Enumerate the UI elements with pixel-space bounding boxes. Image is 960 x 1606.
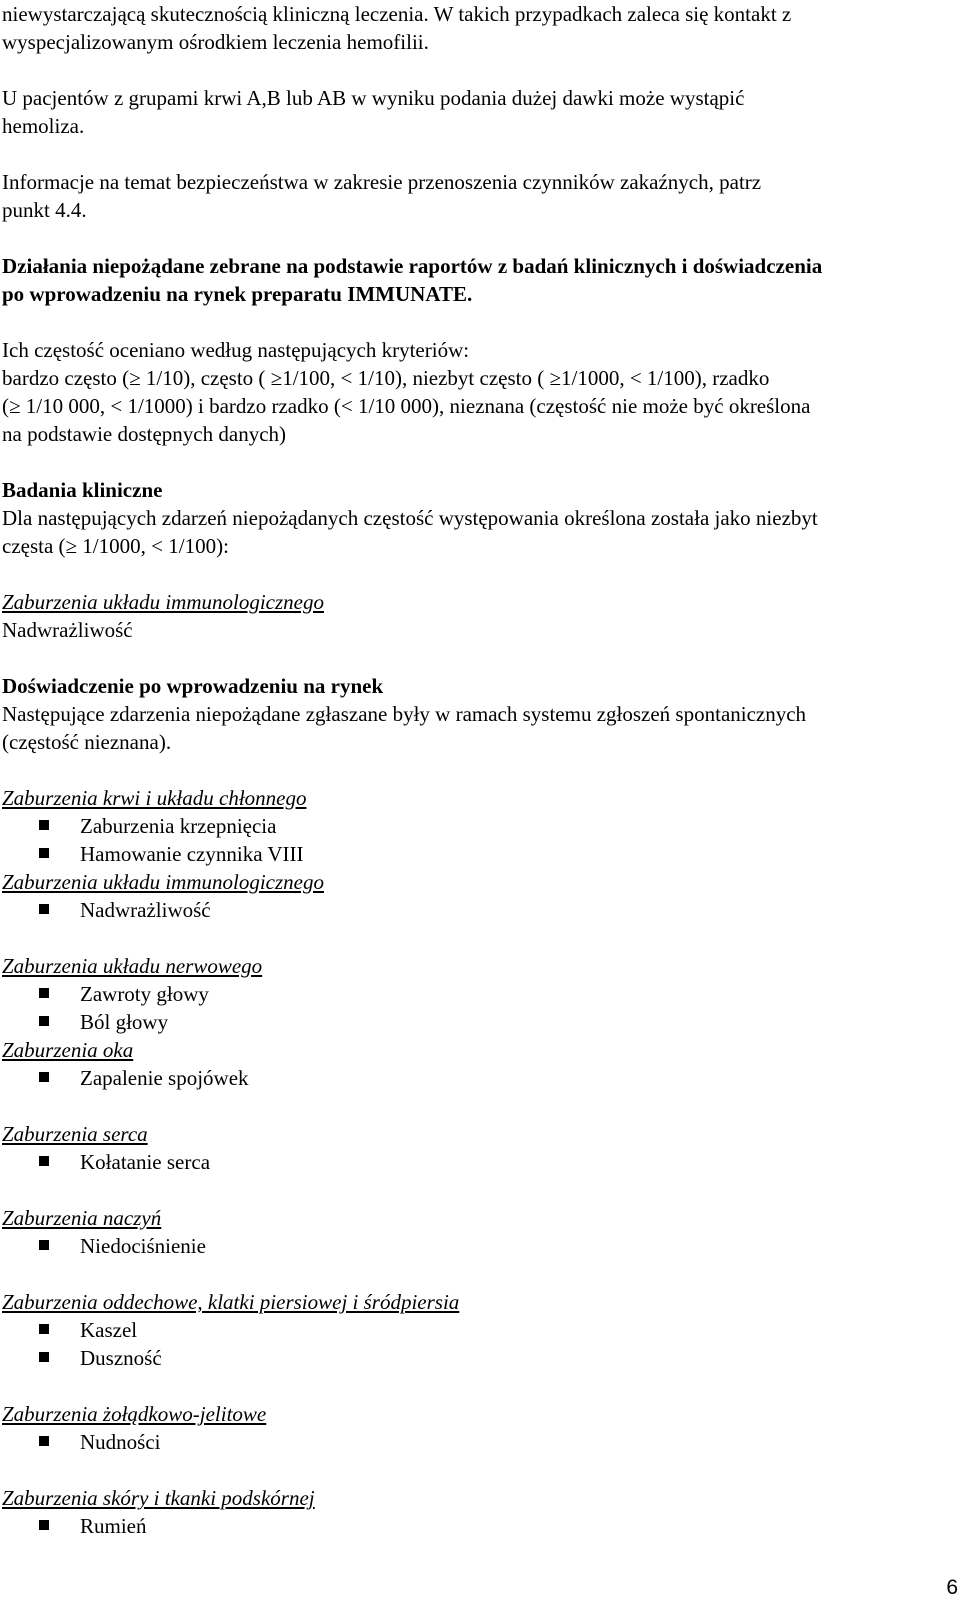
list-item: Duszność (2, 1344, 958, 1372)
section-heading-line-1: Działania niepożądane zebrane na podstawie raportów z badań klinicznych i doświadczenia (2, 254, 823, 278)
list-item: Niedociśnienie (2, 1232, 958, 1260)
category-respiratory-list (2, 1316, 958, 1372)
list-item: Zaburzenia krzepnięcia (2, 812, 958, 840)
frequency-line-1: Ich częstość oceniano według następujących kryteriów: (2, 338, 470, 362)
square-bullet-icon (39, 1156, 49, 1166)
clinical-trials-line-1: Dla następujących zdarzeń niepożądanych częstość występowania określona została jako niezbyt (2, 506, 818, 530)
section-heading-line-2: po wprowadzeniu na rynek preparatu IMMUNATE. (2, 282, 473, 306)
list-item: Nudności (2, 1428, 958, 1456)
document-page (2, 0, 958, 1540)
category-skin-list (2, 1512, 958, 1540)
intro-paragraph-1-line-1: niewystarczającą skutecznością kliniczną leczenia. W takich przypadkach zaleca się kontakt z (2, 2, 792, 26)
intro-paragraph-3-line-1: Informacje na temat bezpieczeństwa w zakresie przenoszenia czynników zakaźnych, patrz (2, 170, 762, 194)
intro-paragraph-2-line-1: U pacjentów z grupami krwi A,B lub AB w wyniku podania dużej dawki może wystąpić (2, 86, 745, 110)
list-item: Kaszel (2, 1316, 958, 1344)
list-item: Zawroty głowy (2, 980, 958, 1008)
square-bullet-icon (39, 1352, 49, 1362)
clinical-item: Nadwrażliwość (2, 618, 133, 642)
intro-paragraph-2-line-2: hemoliza. (2, 114, 85, 138)
list-item: Hamowanie czynnika VIII (2, 840, 958, 868)
list-item: Kołatanie serca (2, 1148, 958, 1176)
category-skin: Zaburzenia skóry i tkanki podskórnej (2, 1486, 315, 1510)
category-vascular: Zaburzenia naczyń (2, 1206, 162, 1230)
category-respiratory: Zaburzenia oddechowe, klatki piersiowej i śródpiersia (2, 1290, 460, 1314)
postmarketing-line-2: (częstość nieznana). (2, 730, 172, 754)
intro-paragraph-1-line-2: wyspecjalizowanym ośrodkiem leczenia hemofilii. (2, 30, 429, 54)
square-bullet-icon (39, 1016, 49, 1026)
square-bullet-icon (39, 988, 49, 998)
category-eye-list (2, 1064, 958, 1092)
category-heart: Zaburzenia serca (2, 1122, 148, 1146)
category-gastrointestinal: Zaburzenia żołądkowo-jelitowe (2, 1402, 267, 1426)
clinical-trials-line-2: częsta (≥ 1/1000, < 1/100): (2, 534, 229, 558)
list-item: Nadwrażliwość (2, 896, 958, 924)
square-bullet-icon (39, 904, 49, 914)
category-nervous-list (2, 980, 958, 1036)
category-eye: Zaburzenia oka (2, 1038, 134, 1062)
category-immune: Zaburzenia układu immunologicznego (2, 870, 324, 894)
square-bullet-icon (39, 1520, 49, 1530)
category-heart-list (2, 1148, 958, 1176)
square-bullet-icon (39, 1072, 49, 1082)
list-item: Ból głowy (2, 1008, 958, 1036)
square-bullet-icon (39, 848, 49, 858)
postmarketing-title: Doświadczenie po wprowadzeniu na rynek (2, 674, 384, 698)
clinical-trials-title: Badania kliniczne (2, 478, 163, 502)
list-item: Zapalenie spojówek (2, 1064, 958, 1092)
square-bullet-icon (39, 1324, 49, 1334)
category-nervous: Zaburzenia układu nerwowego (2, 954, 263, 978)
frequency-line-3: (≥ 1/10 000, < 1/1000) i bardzo rzadko (< 1/10 000), nieznana (częstość nie może być określona (2, 394, 811, 418)
category-gastrointestinal-list (2, 1428, 958, 1456)
clinical-category: Zaburzenia układu immunologicznego (2, 590, 324, 614)
square-bullet-icon (39, 1240, 49, 1250)
category-immune-list (2, 896, 958, 924)
intro-paragraph-3-line-2: punkt 4.4. (2, 198, 87, 222)
category-vascular-list (2, 1232, 958, 1260)
postmarketing-line-1: Następujące zdarzenia niepożądane zgłaszane były w ramach systemu zgłoszeń spontanicznych (2, 702, 807, 726)
list-item: Rumień (2, 1512, 958, 1540)
category-blood: Zaburzenia krwi i układu chłonnego (2, 786, 307, 810)
page-number: 6 (946, 1576, 958, 1599)
square-bullet-icon (39, 1436, 49, 1446)
square-bullet-icon (39, 820, 49, 830)
frequency-line-4: na podstawie dostępnych danych) (2, 422, 287, 446)
frequency-line-2: bardzo często (≥ 1/10), często ( ≥1/100, < 1/10), niezbyt często ( ≥1/1000, < 1/100), rzadko (2, 366, 770, 390)
category-blood-list (2, 812, 958, 868)
